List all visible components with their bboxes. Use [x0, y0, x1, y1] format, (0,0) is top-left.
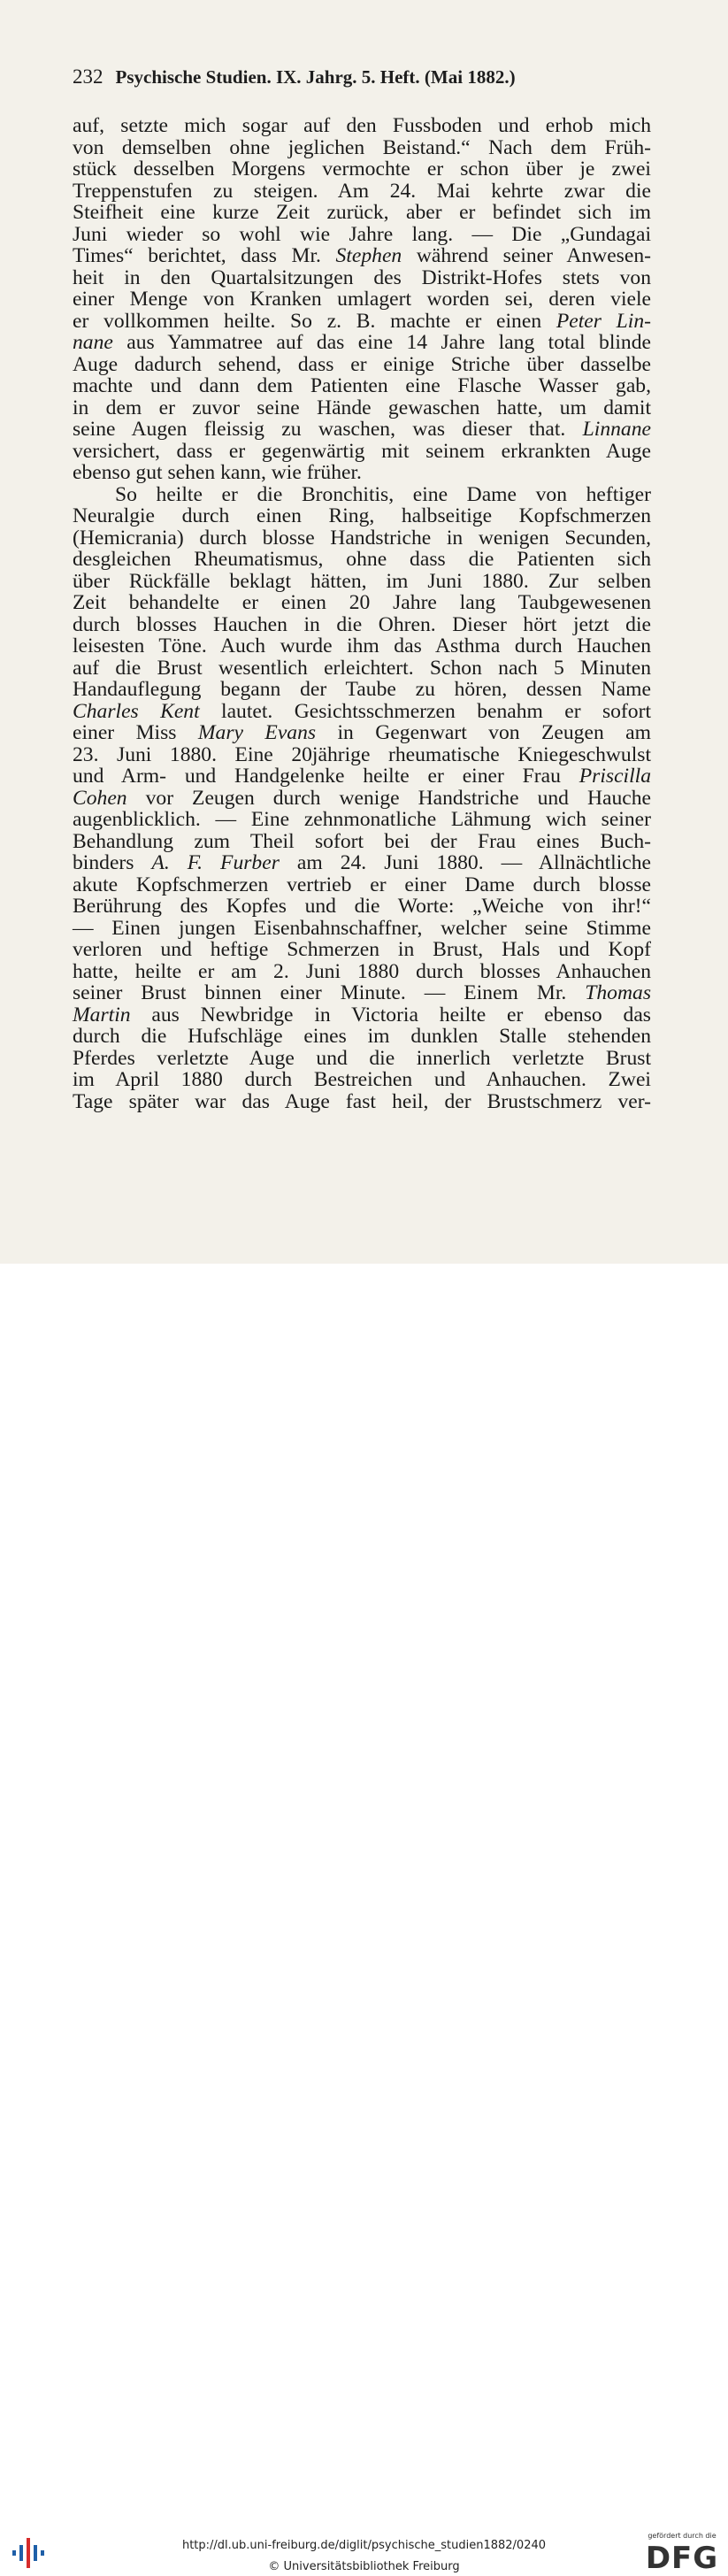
text-line [73, 202, 651, 224]
italic-name: nane [73, 331, 113, 354]
text-line [73, 115, 651, 137]
text-line [73, 939, 651, 961]
text-run: Steifheit eine kurze Zeit zurück, aber er befindet sich im [73, 201, 651, 224]
text-run: leisesten Töne. Auch wurde ihm das Asthma durch Hauchen [73, 634, 651, 657]
italic-name: Linnane [582, 418, 651, 441]
text-run: Treppenstufen zu steigen. Am 24. Mai kehrte zwar die [73, 179, 651, 203]
text-run: durch blosses Hauchen in die Ohren. Dieser hört jetzt die [73, 612, 651, 636]
text-line [73, 961, 651, 983]
text-line [73, 635, 651, 657]
text-line [73, 809, 651, 831]
text-line [73, 332, 651, 354]
text-run: von demselben ohne jeglichen Beistand.“ Nach dem Früh- [73, 135, 651, 159]
text-line [73, 419, 651, 441]
text-run: Handauflegung begann der Taube zu hören, dessen Name [73, 678, 651, 701]
text-line [73, 1026, 651, 1048]
text-run: auf, setzte mich sogar auf den Fussboden und erhob mich [73, 114, 651, 137]
text-run: aus Yammatree auf das eine 14 Jahre lang total blinde [112, 331, 651, 354]
text-run: verloren und heftige Schmerzen in Brust, Hals und Kopf [73, 938, 651, 961]
text-line [73, 592, 651, 614]
body-text [73, 115, 651, 1112]
text-run: Times“ berichtet, dass Mr. [73, 244, 336, 267]
text-run: Behandlung zum Theil sofort bei der Frau eines Buch- [73, 829, 651, 853]
text-run: So heilte er die Bronchitis, eine Dame von heftiger [115, 482, 651, 506]
text-run: Tage später war das Auge fast heil, der Brustschmerz ver- [73, 1089, 651, 1113]
text-line [73, 1004, 651, 1027]
text-run: stück desselben Morgens vermochte er schon über je zwei [73, 158, 651, 181]
text-line [73, 549, 651, 571]
text-line [73, 788, 651, 810]
scanned-page [0, 0, 728, 1264]
text-run: vor Zeugen durch wenige Handstriche und Hauche [126, 786, 651, 810]
text-line [73, 354, 651, 376]
text-run: — Einen jungen Eisenbahnschaffner, welcher seine Stimme [73, 916, 651, 940]
text-line [73, 1048, 651, 1070]
running-head [73, 65, 656, 88]
text-run: desgleichen Rheumatismus, ohne dass die Patienten sich [73, 548, 651, 571]
text-line [73, 484, 651, 506]
text-run: in Gegenwart von Zeugen am [316, 721, 651, 744]
page-number: 232 [73, 65, 103, 88]
text-run: Pferdes verletzte Auge und die innerlich verletzte Brust [73, 1046, 651, 1070]
text-line [73, 181, 651, 203]
text-run: einer Menge von Kranken umlagert worden sei, deren viele [73, 288, 651, 311]
footer-bar [0, 1264, 728, 2576]
text-run: heit in den Quartalsitzungen des Distrikt-Hofes stets von [73, 265, 651, 289]
text-run: auf die Brust wesentlich erleichtert. Schon nach 5 Minuten [73, 656, 651, 680]
dfg-sponsor-text: gefördert durch die [648, 2532, 717, 2540]
text-run: über Rückfälle beklagt hätten, im Juni 1880. Zur selben [73, 569, 651, 593]
italic-name: Priscilla [579, 765, 651, 788]
footer-url[interactable]: http://dl.ub.uni-freiburg.de/diglit/psychische_studien1882/0240 [181, 2539, 547, 2552]
text-line [73, 245, 651, 267]
italic-name: Peter Lin- [556, 309, 651, 333]
text-run: Zeit behandelte er einen 20 Jahre lang Taubgewesenen [73, 591, 651, 614]
text-line [73, 852, 651, 874]
text-line [73, 375, 651, 397]
footer-copyright: © Universitätsbibliothek Freiburg [268, 2560, 460, 2573]
text-line [73, 744, 651, 766]
text-run: am 24. Juni 1880. — Allnächtliche [279, 851, 652, 874]
text-line [73, 288, 651, 311]
text-line [73, 1069, 651, 1091]
text-run: Auge dadurch sehend, dass er einige Striche über dasselbe [73, 352, 651, 376]
text-line [73, 982, 651, 1004]
text-run: einer Miss [73, 721, 198, 744]
text-run: im April 1880 durch Bestreichen und Anhauchen. Zwei [73, 1068, 651, 1091]
text-line [73, 722, 651, 744]
text-run: in dem er zuvor seine Hände gewaschen hatte, um damit [73, 396, 651, 419]
text-line [73, 874, 651, 896]
text-run: machte und dann dem Patienten eine Flasche Wasser gab, [73, 374, 651, 397]
text-line [73, 137, 651, 159]
text-run: Neuralgie durch einen Ring, halbseitige Kopfschmerzen [73, 504, 651, 527]
text-run: augenblicklich. — Eine zehnmonatliche Lähmung wich seiner [73, 808, 651, 831]
text-run: hatte, heilte er am 2. Juni 1880 durch blosses Anhauchen [73, 959, 651, 983]
italic-name: Martin [73, 1003, 131, 1027]
italic-name: Mary Evans [197, 721, 317, 744]
text-line [73, 158, 651, 181]
text-line [73, 267, 651, 289]
text-line [73, 311, 651, 333]
text-line [73, 765, 651, 788]
text-line [73, 614, 651, 636]
text-line [73, 224, 651, 246]
italic-name: Stephen [335, 244, 402, 267]
text-line [73, 831, 651, 853]
text-line [73, 441, 651, 463]
text-line [73, 397, 651, 419]
text-run: seiner Brust binnen einer Minute. — Einem Mr. [73, 981, 586, 1004]
text-line [73, 1091, 651, 1113]
text-run: seine Augen fleissig zu waschen, was dieser that. [73, 418, 583, 441]
text-run: er vollkommen heilte. So z. B. machte er einen [73, 309, 556, 333]
text-line [73, 701, 651, 723]
text-line [73, 679, 651, 701]
text-run: lautet. Gesichtsschmerzen benahm er sofort [199, 699, 651, 723]
dfg-logo[interactable]: DFG [645, 2541, 719, 2576]
text-line [73, 462, 651, 484]
text-run: durch die Hufschläge eines im dunklen Stalle stehenden [73, 1025, 651, 1048]
text-line [73, 505, 651, 527]
text-run: während seiner Anwesen- [402, 244, 651, 267]
text-run: (Hemicrania) durch blosse Handstriche in wenigen Secunden, [73, 526, 651, 550]
text-run: ebenso gut sehen kann, wie früher. [73, 461, 362, 484]
text-run: und Arm- und Handgelenke heilte er einer Frau [73, 765, 579, 788]
text-line [73, 918, 651, 940]
text-run: versichert, dass er gegenwärtig mit seinem erkrankten Auge [73, 439, 651, 463]
italic-name: Cohen [73, 786, 127, 810]
text-run: Berührung des Kopfes und die Worte: „Weiche von ihr!“ [73, 895, 651, 918]
text-run: Juni wieder so wohl wie Jahre lang. — Die „Gundagai [73, 222, 651, 246]
text-line [73, 896, 651, 918]
running-title: Psychische Studien. IX. Jahrg. 5. Heft. (Mai 1882.) [115, 66, 516, 88]
text-line [73, 657, 651, 680]
text-line [73, 527, 651, 550]
text-run: binders [73, 851, 152, 874]
text-run: aus Newbridge in Victoria heilte er ebenso das [130, 1003, 651, 1027]
italic-name: A. F. Furber [151, 851, 280, 874]
text-line [73, 571, 651, 593]
italic-name: Charles Kent [73, 699, 200, 723]
text-run: akute Kopfschmerzen vertrieb er einer Dame durch blosse [73, 873, 651, 896]
italic-name: Thomas [585, 981, 651, 1004]
text-run: 23. Juni 1880. Eine 20jährige rheumatische Kniegeschwulst [73, 742, 651, 766]
